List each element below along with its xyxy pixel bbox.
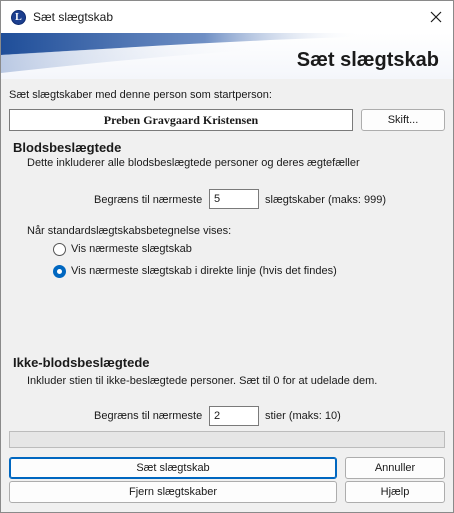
header-banner bbox=[1, 33, 453, 79]
window-title: Sæt slægtskab bbox=[33, 10, 114, 24]
banner-title: Sæt slægtskab bbox=[296, 49, 439, 71]
blood-limit-input[interactable]: 5 bbox=[209, 189, 259, 209]
standard-relation-label: Når standardslægtskabsbetegnelse vises: bbox=[27, 225, 232, 237]
change-person-button-label: Skift... bbox=[387, 114, 419, 126]
nonblood-limit-suffix: stier (maks: 10) bbox=[265, 410, 341, 422]
dialog-content bbox=[1, 79, 453, 512]
close-button[interactable] bbox=[419, 1, 453, 33]
app-logo-icon: L bbox=[11, 10, 26, 25]
start-person-label: Sæt slægtskaber med denne person som startperson: bbox=[9, 89, 272, 101]
nonblood-section-title: Ikke-blodsbeslægtede bbox=[13, 355, 150, 370]
blood-limit-label: Begræns til nærmeste bbox=[94, 194, 203, 206]
start-person-name: Preben Gravgaard Kristensen bbox=[9, 109, 353, 131]
radio-direct-line-relation-label[interactable]: Vis nærmeste slægtskab i direkte linje (hvis det findes) bbox=[71, 265, 337, 277]
cancel-button[interactable] bbox=[345, 457, 445, 479]
cancel-button-label: Annuller bbox=[374, 462, 416, 474]
nonblood-description: Inkluder stien til ikke-beslægtede personer. Sæt til 0 for at udelade dem. bbox=[27, 375, 378, 387]
progress-bar bbox=[9, 431, 445, 448]
change-person-button[interactable] bbox=[361, 109, 445, 131]
set-relation-button[interactable] bbox=[9, 457, 337, 479]
blood-section-title: Blodsbeslægtede bbox=[13, 140, 122, 155]
blood-limit-suffix: slægtskaber (maks: 999) bbox=[265, 194, 387, 206]
radio-nearest-relation[interactable] bbox=[53, 243, 66, 256]
set-relation-button-label: Sæt slægtskab bbox=[136, 462, 210, 474]
nonblood-limit-label: Begræns til nærmeste bbox=[94, 410, 203, 422]
title-bar bbox=[1, 1, 453, 33]
blood-description: Dette inkluderer alle blodsbeslægtede personer og deres ægtefæller bbox=[27, 157, 360, 169]
help-button-label: Hjælp bbox=[380, 486, 410, 498]
close-icon bbox=[430, 11, 442, 23]
remove-relations-button[interactable] bbox=[9, 481, 337, 503]
help-button[interactable] bbox=[345, 481, 445, 503]
radio-direct-line-relation[interactable] bbox=[53, 265, 66, 278]
remove-relations-button-label: Fjern slægtskaber bbox=[128, 486, 218, 498]
radio-nearest-relation-label[interactable]: Vis nærmeste slægtskab bbox=[71, 243, 192, 255]
nonblood-limit-input[interactable]: 2 bbox=[209, 406, 259, 426]
